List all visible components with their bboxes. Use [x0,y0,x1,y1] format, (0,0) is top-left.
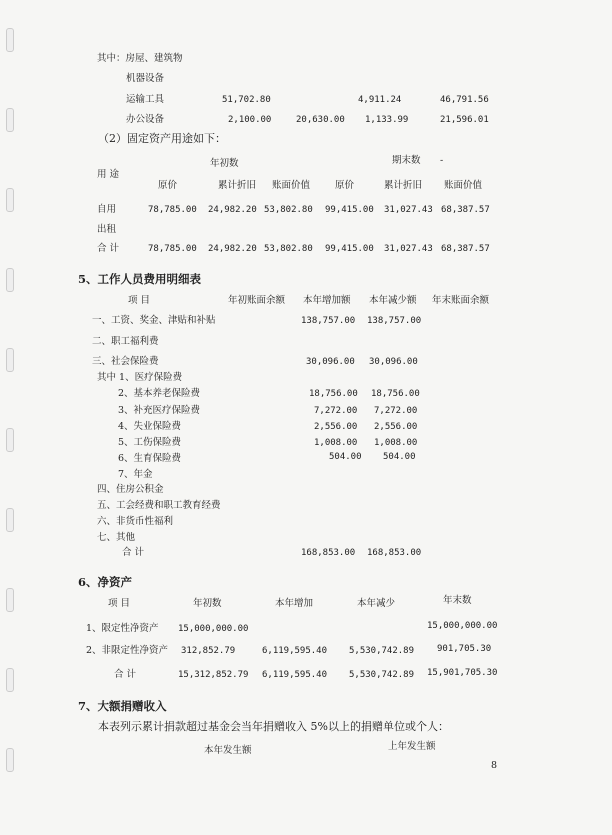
column-header: 年初数 [193,598,222,609]
cell-value: 15,000,000.00 [427,621,498,631]
asset-value: 1,133.99 [365,115,409,125]
cell-value: 78,785.00 [148,244,197,254]
row-label: 四、住房公积金 [97,484,164,495]
column-header: 上年发生额 [388,741,436,752]
cell-value: 7,272.00 [314,406,358,416]
binder-hole [6,428,14,452]
binder-hole [6,188,14,212]
cell-value: 15,312,852.79 [178,670,249,680]
cell-value: 2,556.00 [314,422,358,432]
group-header: 期末数 [392,155,421,166]
cell-value: 901,705.30 [437,644,492,654]
group-header: 年初数 [210,158,239,169]
row-label: 五、工会经费和职工教育经费 [97,500,221,511]
cell-value: 6,119,595.40 [262,646,328,656]
row-label: 合 计 [122,547,145,558]
column-header: 本年发生额 [204,745,252,756]
asset-value: 46,791.56 [440,95,489,105]
column-header: 本年减少 [357,598,396,609]
row-label: 1、限定性净资产 [86,623,159,634]
row-label: 7、年金 [118,469,153,480]
cell-value: 168,853.00 [301,548,356,558]
column-header: 年初账面余额 [228,295,286,306]
row-label: 合 计 [114,669,137,680]
section-title: 7、大额捐赠收入 [78,699,167,713]
cell-value: 1,008.00 [374,438,418,448]
cell-value: 30,096.00 [369,357,418,367]
row-label: 2、非限定性净资产 [86,645,169,656]
cell-value: 5,530,742.89 [349,646,415,656]
binder-hole [6,748,14,772]
cell-value: 138,757.00 [367,316,422,326]
column-header: 账面价值 [444,180,483,191]
column-header: 原价 [335,180,355,191]
page-number: 8 [491,760,498,771]
cell-value: 99,415.00 [325,244,374,254]
cell-value: 1,008.00 [314,438,358,448]
cell-value: 31,027.43 [384,244,433,254]
asset-value: 2,100.00 [228,115,272,125]
cell-value: 504.00 [383,452,416,462]
binder-hole [6,268,14,292]
cell-value: 138,757.00 [301,316,356,326]
cell-value: 7,272.00 [374,406,418,416]
column-header: 项 目 [128,295,151,306]
binder-hole [6,588,14,612]
row-label: 6、生育保险费 [118,453,182,464]
cell-value: 53,802.80 [264,205,313,215]
binder-hole [6,668,14,692]
row-label: 自用 [97,204,117,215]
binder-hole [6,348,14,372]
row-label: 一、工资、奖金、津贴和补贴 [92,315,216,326]
row-label: 六、非货币性福利 [97,516,174,527]
asset-value: 20,630.00 [296,115,345,125]
binder-hole [6,28,14,52]
dash-mark: - [440,155,444,166]
asset-value: 21,596.01 [440,115,489,125]
cell-value: 24,982.20 [208,244,257,254]
section-title: 6、净资产 [78,575,133,589]
column-header: 项 目 [108,598,131,609]
cell-value: 168,853.00 [367,548,422,558]
column-header: 累计折旧 [218,180,257,191]
cell-value: 78,785.00 [148,205,197,215]
cell-value: 504.00 [329,452,362,462]
cell-value: 312,852.79 [181,646,236,656]
cell-value: 68,387.57 [441,244,490,254]
cell-value: 5,530,742.89 [349,670,415,680]
column-header: 账面价值 [272,180,311,191]
cell-value: 24,982.20 [208,205,257,215]
column-header: 累计折旧 [384,180,423,191]
asset-value: 4,911.24 [358,95,402,105]
binder-hole [6,108,14,132]
column-header: 年末数 [443,595,472,606]
column-header: 本年减少额 [369,295,417,306]
cell-value: 15,901,705.30 [427,668,498,678]
binder-holes [4,0,18,835]
row-label: 3、补充医疗保险费 [118,405,201,416]
column-header: 年末账面余额 [432,295,490,306]
section-title: 5、工作人员费用明细表 [78,272,202,286]
column-header: 用 途 [97,169,120,180]
column-header: 本年增加 [275,598,314,609]
row-label: 二、职工福利费 [92,336,159,347]
row-label: 2、基本养老保险费 [118,388,201,399]
cell-value: 30,096.00 [306,357,355,367]
asset-label: 其中：房屋、建筑物 [97,53,183,64]
column-header: 原价 [158,180,178,191]
cell-value: 15,000,000.00 [178,624,249,634]
cell-value: 31,027.43 [384,205,433,215]
cell-value: 18,756.00 [309,389,358,399]
cell-value: 68,387.57 [441,205,490,215]
cell-value: 99,415.00 [325,205,374,215]
section-title: （2）固定资产用途如下： [98,132,226,145]
row-label: 5、工伤保险费 [118,437,182,448]
asset-value: 51,702.80 [222,95,271,105]
body-text: 本表列示累计捐款超过基金会当年捐赠收入 5%以上的捐赠单位或个人： [98,720,449,733]
column-header: 本年增加额 [303,295,351,306]
asset-label: 办公设备 [126,114,165,125]
row-label: 合 计 [97,243,120,254]
cell-value: 18,756.00 [371,389,420,399]
row-label: 4、失业保险费 [118,421,182,432]
cell-value: 53,802.80 [264,244,313,254]
asset-label: 机器设备 [126,73,165,84]
asset-label: 运输工具 [126,94,165,105]
row-label: 出租 [97,224,117,235]
cell-value: 2,556.00 [374,422,418,432]
cell-value: 6,119,595.40 [262,670,328,680]
row-label: 其中 1、医疗保险费 [97,372,183,383]
binder-hole [6,508,14,532]
row-label: 七、其他 [97,532,136,543]
row-label: 三、社会保险费 [92,356,159,367]
